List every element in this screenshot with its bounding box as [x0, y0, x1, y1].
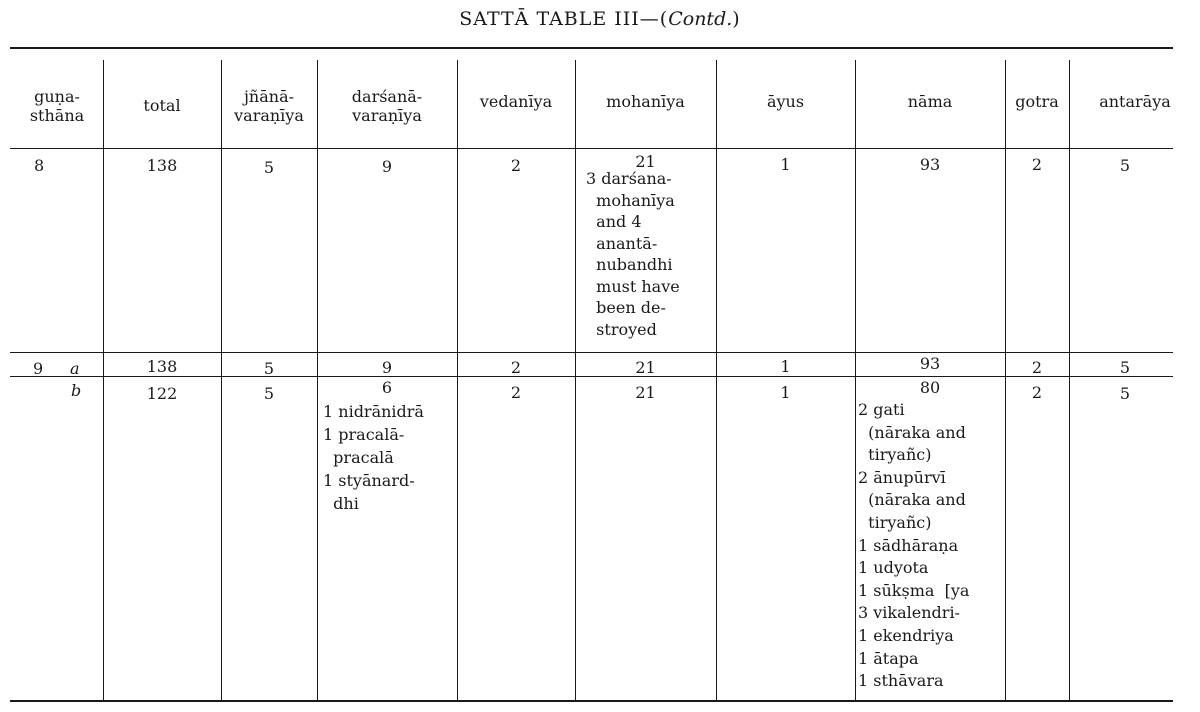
- row9b-darsana-note: 1 nidrānidrā 1 pracalā- pracalā 1 styānard- dhi: [323, 402, 424, 513]
- row9b-ayus: 1: [780, 383, 791, 402]
- header-ayus: āyus: [766, 92, 805, 111]
- row9b-nama: 80: [919, 378, 941, 397]
- row8-ayus: 1: [780, 155, 791, 174]
- row8-vedaniya: 2: [510, 156, 522, 175]
- table-title: SATTĀ TABLE III—(Contd.): [459, 8, 741, 30]
- row9a-mohaniya: 21: [635, 358, 656, 377]
- row9b-sub: b: [71, 381, 82, 400]
- row8-antaraya: 5: [1119, 156, 1131, 175]
- row8-darsanavaraniya: 9: [381, 157, 393, 176]
- row8-jnanavaraniya: 5: [263, 158, 275, 177]
- row9a-vedaniya: 2: [510, 358, 522, 377]
- row9a-ayus: 1: [780, 357, 791, 376]
- row9b-gotra: 2: [1031, 383, 1043, 402]
- row9a-darsanavaraniya: 9: [381, 358, 393, 377]
- row9a-sub: a: [70, 359, 80, 378]
- bottom-rule: [10, 700, 1173, 702]
- row8-mohaniya: 21: [635, 152, 656, 171]
- row-8-bottom-rule: [10, 352, 1173, 353]
- row9b-vedaniya: 2: [510, 383, 522, 402]
- row9b-total: 122: [146, 384, 178, 403]
- header-rule: [10, 148, 1173, 149]
- row8-gotra: 2: [1031, 155, 1043, 174]
- row9a-antaraya: 5: [1119, 358, 1131, 377]
- row9a-gunasthana: 9: [33, 359, 44, 378]
- row9b-antaraya: 5: [1119, 384, 1131, 403]
- header-nama: nāma: [907, 92, 953, 111]
- row9a-total: 138: [146, 357, 178, 376]
- header-total: total: [143, 96, 181, 115]
- header-mohaniya: mohanīya: [606, 92, 685, 111]
- row9a-jnanavaraniya: 5: [263, 359, 275, 378]
- header-gotra: gotra: [1015, 92, 1059, 111]
- header-gunasthana: guṇa- sthāna: [29, 87, 85, 125]
- header-darsanavaraniya: darśanā- varaṇīya: [351, 87, 423, 125]
- row9a-nama: 93: [919, 354, 941, 373]
- row9b-darsanavaraniya: 6: [381, 378, 393, 397]
- row8-nama: 93: [919, 155, 941, 174]
- row9b-mohaniya: 21: [635, 383, 656, 402]
- col-rule-2: [221, 60, 222, 700]
- header-vedaniya: vedanīya: [479, 92, 553, 111]
- row9a-gotra: 2: [1031, 358, 1043, 377]
- row9b-jnanavaraniya: 5: [263, 384, 275, 403]
- row8-mohaniya-note: 3 darśana- mohanīya and 4 anantā- nubandhi must have been de- stroyed: [586, 169, 680, 339]
- row8-total: 138: [146, 156, 178, 175]
- row8-gunasthana: 8: [34, 156, 45, 175]
- row9b-nama-note: 2 gati (nāraka and tiryañc) 2 ānupūrvī (nāraka and tiryañc) 1 sādhāraṇa 1 udyota 1 sūkṣma [ya 3 vikalendri- 1 ekendriya 1 ātapa 1 sthāvara: [858, 400, 970, 691]
- top-rule: [10, 47, 1173, 49]
- header-antaraya: antarāya: [1099, 92, 1171, 111]
- header-jnanavaraniya: jñānā- varaṇīya: [234, 87, 304, 125]
